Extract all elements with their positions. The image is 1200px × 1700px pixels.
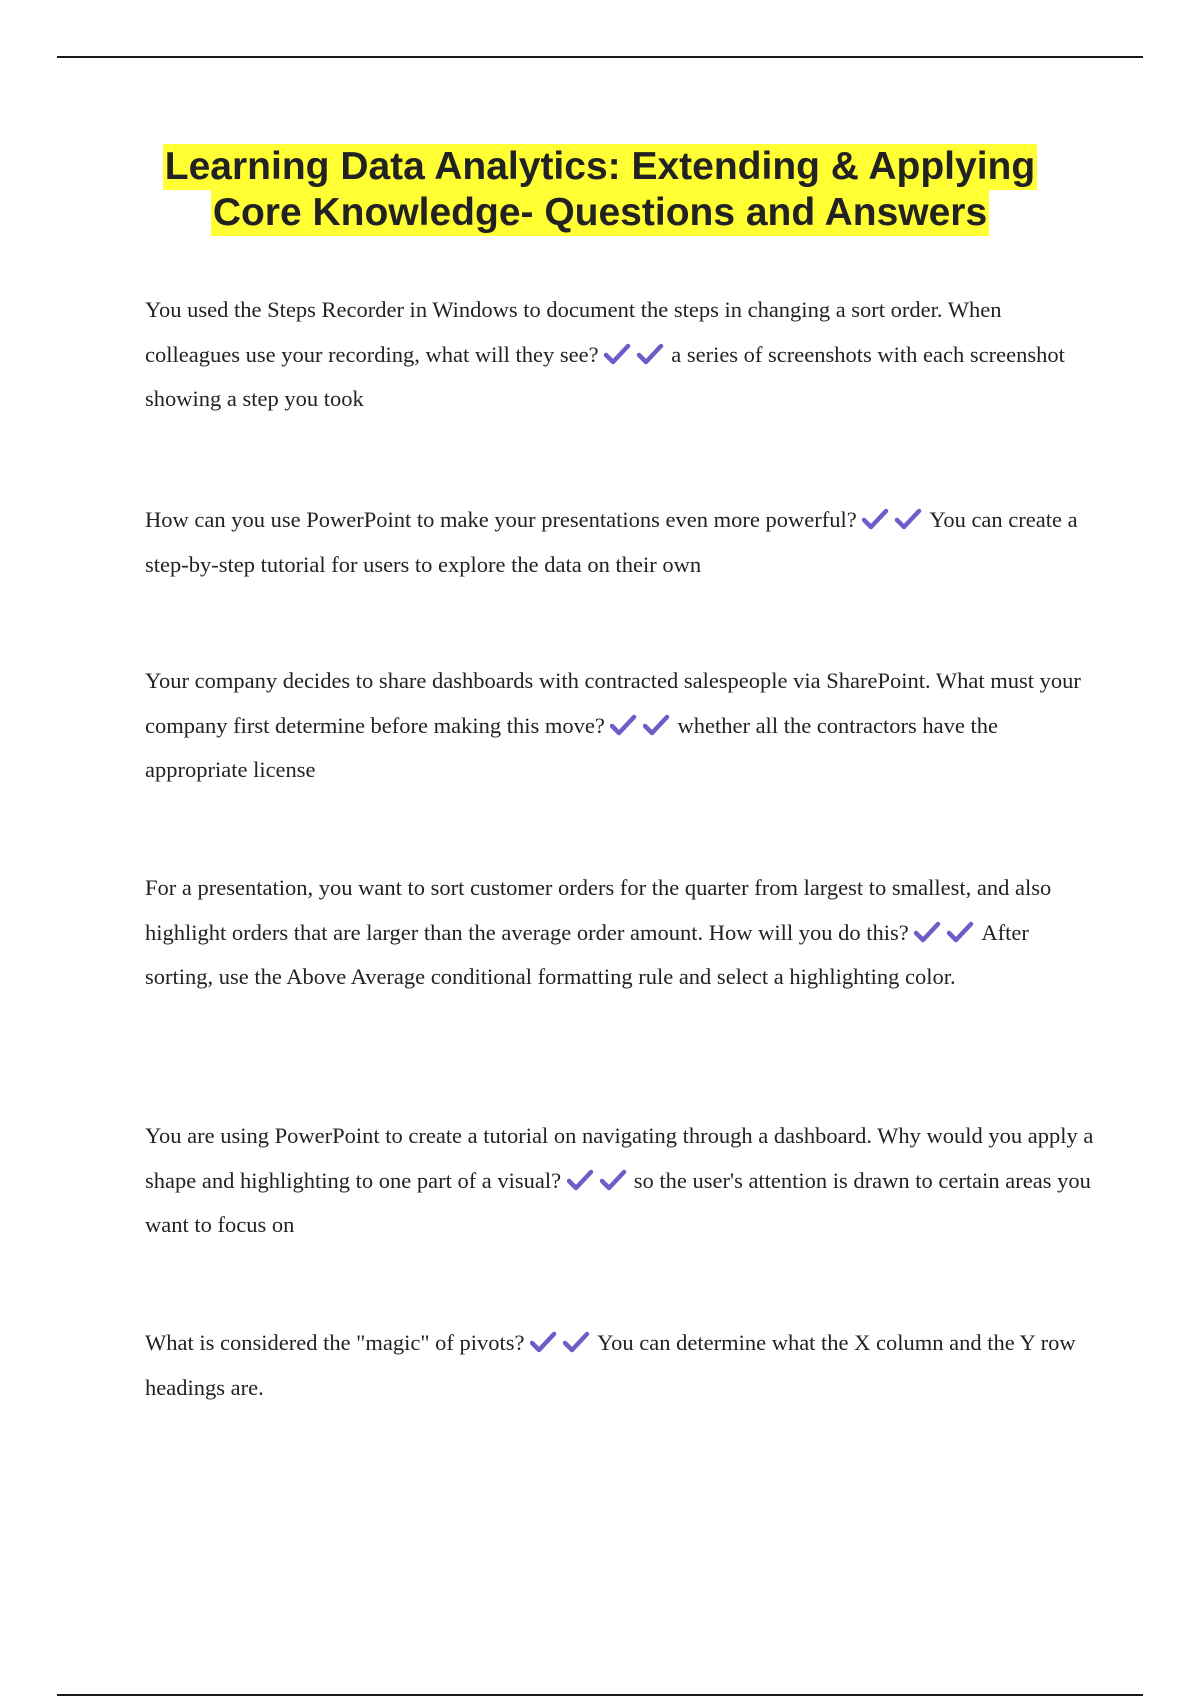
checkmark-icon (567, 1169, 594, 1191)
question-text: For a presentation, you want to sort customer orders for the quarter from largest to smallest, and also highlight orders that are larger than the average order amount. How will you do this? (145, 875, 1052, 945)
top-rule (57, 56, 1143, 58)
qa-item-4 (145, 866, 1095, 1000)
checkmark-icon (637, 343, 664, 365)
checkmark-icon (563, 1331, 590, 1353)
checkmark-icon (862, 508, 889, 530)
answer-text: whether all the contractors have the appropriate license (145, 712, 998, 782)
answer-text: You can determine what the X column and the Y row headings are. (145, 1330, 1076, 1400)
title-line-1: Learning Data Analytics: Extending & Applying (164, 145, 1036, 188)
qa-item-3 (145, 659, 1095, 793)
checkmark-icon (530, 1331, 557, 1353)
qa-item-2 (145, 498, 1095, 587)
question-text: Your company decides to share dashboards with contracted salespeople via SharePoint. What must your company first determine before making this move? (145, 668, 1081, 738)
checkmark-icon (947, 921, 974, 943)
checkmark-icon (610, 714, 637, 736)
answer-text: a series of screenshots with each screenshot showing a step you took (145, 341, 1065, 411)
question-text: What is considered the "magic" of pivots? (145, 1330, 525, 1355)
checkmark-icon (643, 714, 670, 736)
qa-item-1 (145, 288, 1095, 422)
answer-text: so the user's attention is drawn to certain areas you want to focus on (145, 1167, 1091, 1237)
question-text: You used the Steps Recorder in Windows to document the steps in changing a sort order. When colleagues use your recording, what will they see? (145, 297, 1002, 367)
question-text: You are using PowerPoint to create a tutorial on navigating through a dashboard. Why would you apply a shape and highlighting to one part of a visual? (145, 1123, 1094, 1193)
title-line-2: Core Knowledge- Questions and Answers (212, 191, 988, 234)
checkmark-icon (604, 343, 631, 365)
answer-text: After sorting, use the Above Average conditional formatting rule and select a highlighting color. (145, 919, 1029, 989)
question-text: How can you use PowerPoint to make your presentations even more powerful? (145, 507, 857, 532)
checkmark-icon (914, 921, 941, 943)
checkmark-icon (600, 1169, 627, 1191)
checkmark-icon (895, 508, 922, 530)
bottom-rule (57, 1694, 1143, 1696)
qa-item-5 (145, 1114, 1095, 1248)
answer-text: You can create a step-by-step tutorial for users to explore the data on their own (145, 507, 1078, 577)
qa-item-6 (145, 1321, 1095, 1410)
document-title (100, 144, 1100, 236)
